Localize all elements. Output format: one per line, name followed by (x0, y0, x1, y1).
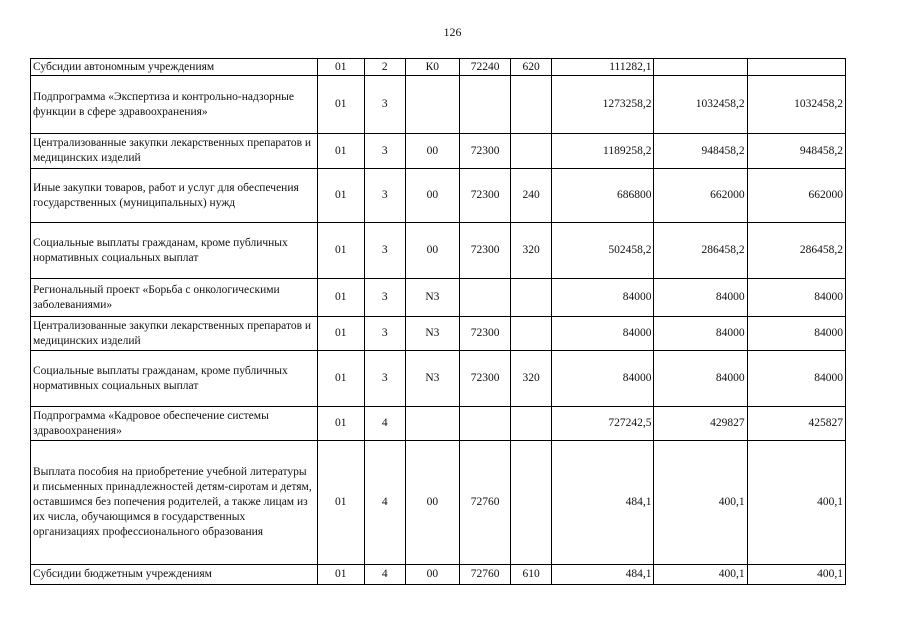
amount-cell: 111282,1 (552, 59, 654, 76)
amount-cell: 400,1 (654, 565, 747, 585)
code-cell: 01 (317, 407, 364, 441)
code-cell (405, 76, 459, 134)
amount-cell (654, 59, 747, 76)
page-number: 126 (443, 25, 462, 39)
table-row (31, 134, 846, 169)
code-cell: 3 (364, 279, 405, 317)
table-row (31, 351, 846, 407)
code-cell: 01 (317, 565, 364, 585)
amount-cell: 84000 (747, 351, 845, 407)
table-row (31, 76, 846, 134)
amount-cell: 429827 (654, 407, 747, 441)
amount-cell: 84000 (654, 351, 747, 407)
code-cell: К0 (405, 59, 459, 76)
code-cell: 72760 (459, 565, 510, 585)
table-row (31, 59, 846, 76)
row-name-cell: Региональный проект «Борьба с онкологическими заболеваниями» (31, 279, 318, 317)
code-cell (459, 407, 510, 441)
budget-table (30, 58, 846, 585)
code-cell: 00 (405, 169, 459, 223)
code-cell: 320 (511, 351, 552, 407)
code-cell: 00 (405, 223, 459, 279)
row-name-cell: Социальные выплаты гражданам, кроме публичных нормативных социальных выплат (31, 351, 318, 407)
table-row (31, 407, 846, 441)
code-cell: 3 (364, 169, 405, 223)
amount-cell: 502458,2 (552, 223, 654, 279)
code-cell: 72300 (459, 169, 510, 223)
amount-cell: 662000 (654, 169, 747, 223)
code-cell: N3 (405, 317, 459, 351)
code-cell (459, 76, 510, 134)
code-cell: 3 (364, 76, 405, 134)
code-cell: 01 (317, 317, 364, 351)
amount-cell: 286458,2 (747, 223, 845, 279)
amount-cell: 1273258,2 (552, 76, 654, 134)
row-name-cell: Субсидии бюджетным учреждениям (31, 565, 318, 585)
amount-cell: 1032458,2 (654, 76, 747, 134)
code-cell: 72760 (459, 441, 510, 565)
code-cell: N3 (405, 279, 459, 317)
code-cell: 00 (405, 134, 459, 169)
code-cell: N3 (405, 351, 459, 407)
table-row (31, 169, 846, 223)
amount-cell: 84000 (552, 317, 654, 351)
code-cell: 01 (317, 169, 364, 223)
row-name-cell: Централизованные закупки лекарственных препаратов и медицинских изделий (31, 317, 318, 351)
table-row (31, 279, 846, 317)
code-cell: 00 (405, 441, 459, 565)
code-cell (405, 407, 459, 441)
amount-cell: 484,1 (552, 565, 654, 585)
amount-cell: 948458,2 (747, 134, 845, 169)
row-name-cell: Подпрограмма «Кадровое обеспечение системы здравоохранения» (31, 407, 318, 441)
row-name-cell: Централизованные закупки лекарственных препаратов и медицинских изделий (31, 134, 318, 169)
code-cell (511, 441, 552, 565)
row-name-cell: Субсидии автономным учреждениям (31, 59, 318, 76)
amount-cell: 84000 (747, 279, 845, 317)
row-name-cell: Подпрограмма «Экспертиза и контрольно-надзорные функции в сфере здравоохранения» (31, 76, 318, 134)
code-cell: 72300 (459, 317, 510, 351)
code-cell: 3 (364, 223, 405, 279)
code-cell: 01 (317, 279, 364, 317)
amount-cell: 425827 (747, 407, 845, 441)
code-cell: 4 (364, 441, 405, 565)
code-cell: 01 (317, 59, 364, 76)
code-cell: 4 (364, 407, 405, 441)
code-cell: 610 (511, 565, 552, 585)
code-cell (511, 76, 552, 134)
code-cell: 72300 (459, 134, 510, 169)
code-cell: 00 (405, 565, 459, 585)
code-cell: 01 (317, 223, 364, 279)
code-cell: 01 (317, 76, 364, 134)
table-row (31, 317, 846, 351)
amount-cell: 400,1 (747, 441, 845, 565)
row-name-cell: Социальные выплаты гражданам, кроме публичных нормативных социальных выплат (31, 223, 318, 279)
code-cell: 240 (511, 169, 552, 223)
code-cell (511, 407, 552, 441)
amount-cell: 662000 (747, 169, 845, 223)
code-cell (459, 279, 510, 317)
amount-cell: 400,1 (654, 441, 747, 565)
table-row (31, 223, 846, 279)
amount-cell: 400,1 (747, 565, 845, 585)
amount-cell: 84000 (747, 317, 845, 351)
amount-cell: 84000 (552, 351, 654, 407)
row-name-cell: Выплата пособия на приобретение учебной литературы и письменных принадлежностей детям-сиротам и детям, оставшимся без попечения родителей, а также лицам из их числа, обучающимся в государственных организациях профессионального образования (31, 441, 318, 565)
code-cell: 3 (364, 134, 405, 169)
code-cell: 3 (364, 351, 405, 407)
amount-cell: 286458,2 (654, 223, 747, 279)
table-row (31, 565, 846, 585)
code-cell: 72300 (459, 223, 510, 279)
code-cell: 01 (317, 441, 364, 565)
code-cell: 72240 (459, 59, 510, 76)
amount-cell: 1032458,2 (747, 76, 845, 134)
amount-cell: 84000 (654, 317, 747, 351)
code-cell (511, 134, 552, 169)
amount-cell: 948458,2 (654, 134, 747, 169)
code-cell: 72300 (459, 351, 510, 407)
code-cell: 320 (511, 223, 552, 279)
code-cell (511, 279, 552, 317)
code-cell: 3 (364, 317, 405, 351)
amount-cell: 686800 (552, 169, 654, 223)
amount-cell: 1189258,2 (552, 134, 654, 169)
code-cell (511, 317, 552, 351)
row-name-cell: Иные закупки товаров, работ и услуг для обеспечения государственных (муниципальных) нужд (31, 169, 318, 223)
amount-cell: 727242,5 (552, 407, 654, 441)
amount-cell: 484,1 (552, 441, 654, 565)
code-cell: 01 (317, 351, 364, 407)
code-cell: 01 (317, 134, 364, 169)
code-cell: 4 (364, 565, 405, 585)
table-row (31, 441, 846, 565)
amount-cell: 84000 (654, 279, 747, 317)
code-cell: 2 (364, 59, 405, 76)
amount-cell: 84000 (552, 279, 654, 317)
code-cell: 620 (511, 59, 552, 76)
amount-cell (747, 59, 845, 76)
